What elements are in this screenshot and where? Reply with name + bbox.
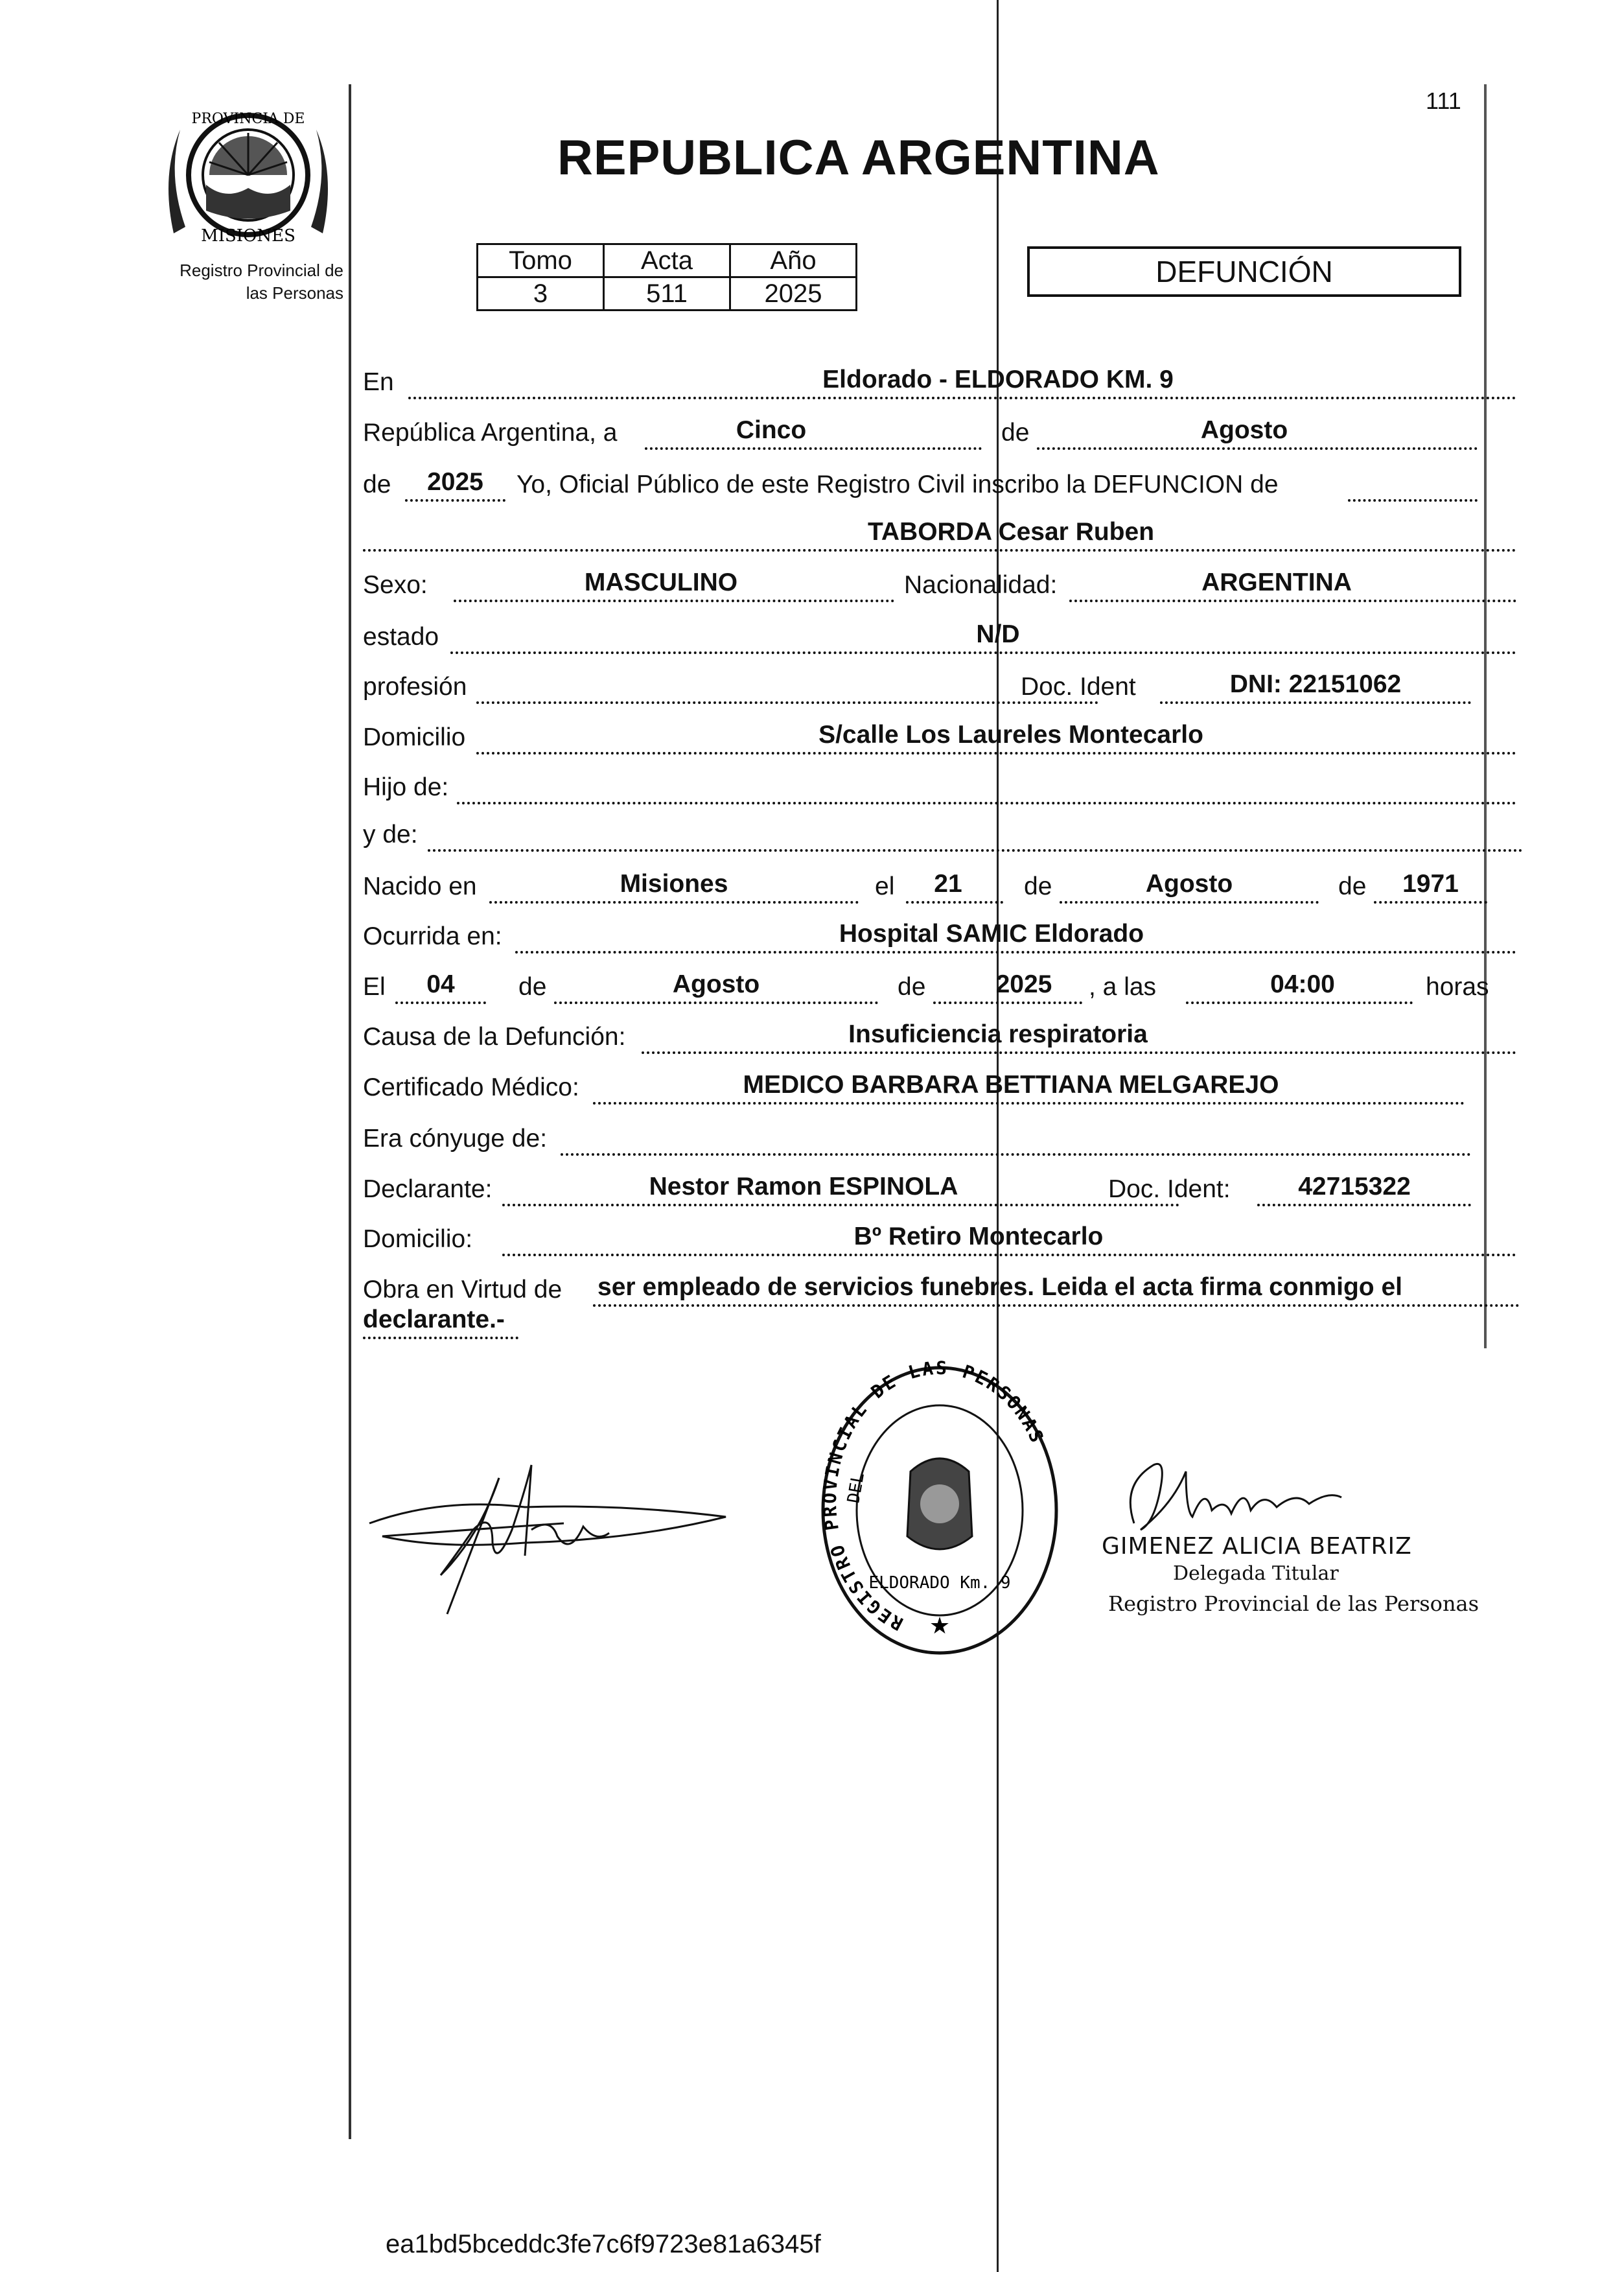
left-margin-rule bbox=[349, 84, 351, 2139]
estado-label: estado bbox=[363, 623, 439, 651]
obra-value-line2: declarante.- bbox=[363, 1306, 505, 1333]
row-fecha-defuncion bbox=[363, 968, 1523, 1007]
nacido-value: Misiones bbox=[620, 870, 728, 898]
obra-label: Obra en Virtud de bbox=[363, 1276, 563, 1304]
document-hash: ea1bd5bceddc3fe7c6f9723e81a6345f bbox=[386, 2230, 821, 2258]
record-type-box: DEFUNCIÓN bbox=[1027, 246, 1461, 297]
registry-stamp bbox=[813, 1355, 1066, 1666]
oficial-text: Yo, Oficial Público de este Registro Civil inscribo la DEFUNCION de bbox=[516, 471, 1279, 498]
en-value: Eldorado - ELDORADO KM. 9 bbox=[822, 366, 1174, 393]
de-label: de bbox=[1001, 419, 1030, 447]
hijo-dotted-line bbox=[457, 769, 1516, 804]
svg-text:REGISTRO PROVINCIAL DE LAS PER: REGISTRO PROVINCIAL DE LAS PERSONAS bbox=[818, 1357, 1049, 1635]
row-estado bbox=[363, 618, 1523, 657]
de2-label: de bbox=[363, 471, 391, 498]
right-margin-rule bbox=[1484, 84, 1487, 1348]
acta-value-anio: 2025 bbox=[730, 277, 857, 310]
declarante-value: Nestor Ramon ESPINOLA bbox=[649, 1173, 958, 1200]
causa-value: Insuficiencia respiratoria bbox=[848, 1020, 1148, 1048]
oficial-dotted-line bbox=[1348, 467, 1478, 502]
nacionalidad-label: Nacionalidad: bbox=[904, 571, 1058, 599]
row-oficial bbox=[363, 465, 1523, 504]
sexo-label: Sexo: bbox=[363, 571, 428, 599]
nac-mes-value: Agosto bbox=[1145, 870, 1233, 898]
acta-header-tomo: Tomo bbox=[478, 244, 604, 277]
nacionalidad-value: ARGENTINA bbox=[1201, 568, 1352, 596]
page-number: 111 bbox=[1426, 88, 1461, 114]
el2-label: El bbox=[363, 973, 386, 1001]
row-nacido bbox=[363, 867, 1523, 906]
sexo-value: MASCULINO bbox=[584, 568, 738, 596]
nac-de1-label: de bbox=[1024, 872, 1052, 900]
hijo-label: Hijo de: bbox=[363, 773, 449, 801]
profesion-dotted-line bbox=[476, 669, 1098, 704]
acta-value-acta: 511 bbox=[604, 277, 730, 310]
en-label: En bbox=[363, 368, 394, 396]
row-domicilio bbox=[363, 718, 1523, 757]
row-profesion bbox=[363, 668, 1523, 707]
ocurrida-label: Ocurrida en: bbox=[363, 922, 502, 950]
decl-doc-label: Doc. Ident: bbox=[1108, 1175, 1231, 1203]
acta-table bbox=[476, 243, 857, 311]
svg-text:★: ★ bbox=[929, 1612, 951, 1639]
delegate-title: Delegada Titular bbox=[1173, 1562, 1339, 1585]
dia-value: Cinco bbox=[736, 416, 807, 444]
nac-de2-label: de bbox=[1338, 872, 1367, 900]
nacido-label: Nacido en bbox=[363, 872, 477, 900]
profesion-label: profesión bbox=[363, 673, 467, 701]
def-de2-label: de bbox=[898, 973, 926, 1001]
def-de1-label: de bbox=[518, 973, 547, 1001]
row-conyuge bbox=[363, 1119, 1523, 1158]
row-certificado bbox=[363, 1068, 1523, 1107]
provincia-misiones-seal bbox=[154, 104, 342, 246]
declarante-label: Declarante: bbox=[363, 1175, 493, 1203]
domicilio-label: Domicilio bbox=[363, 723, 466, 751]
decl-dom-value: Bº Retiro Montecarlo bbox=[853, 1223, 1104, 1250]
causa-label: Causa de la Defunción: bbox=[363, 1023, 626, 1051]
ocurrida-value: Hospital SAMIC Eldorado bbox=[839, 920, 1144, 948]
doc-label: Doc. Ident bbox=[1021, 673, 1136, 701]
row-obra-2 bbox=[363, 1303, 1523, 1342]
nac-anio-value: 1971 bbox=[1402, 870, 1459, 898]
decl-dom-label: Domicilio: bbox=[363, 1225, 473, 1253]
row-yde bbox=[363, 815, 1523, 854]
def-mes-value: Agosto bbox=[672, 970, 760, 998]
row-nombre bbox=[363, 515, 1523, 554]
certificado-value: MEDICO BARBARA BETTIANA MELGAREJO bbox=[743, 1071, 1279, 1099]
domicilio-value: S/calle Los Laureles Montecarlo bbox=[818, 721, 1203, 749]
svg-text:DEL: DEL bbox=[844, 1471, 869, 1505]
declarant-signature bbox=[363, 1452, 752, 1621]
yde-dotted-line bbox=[428, 817, 1523, 852]
doc-value: DNI: 22151062 bbox=[1229, 670, 1402, 698]
acta-value-tomo: 3 bbox=[478, 277, 604, 310]
delegate-signature bbox=[1095, 1446, 1367, 1543]
certificado-label: Certificado Médico: bbox=[363, 1073, 579, 1101]
nac-dia-value: 21 bbox=[934, 870, 962, 898]
conyuge-dotted-line bbox=[561, 1121, 1471, 1156]
yde-label: y de: bbox=[363, 821, 418, 849]
alas-label: , a las bbox=[1089, 973, 1157, 1001]
row-fecha bbox=[363, 414, 1523, 452]
svg-text:PROVINCIA DE: PROVINCIA DE bbox=[191, 111, 305, 127]
conyuge-label: Era cónyuge de: bbox=[363, 1125, 548, 1153]
acta-header-anio: Año bbox=[730, 244, 857, 277]
registry-caption: Registro Provincial de las Personas bbox=[180, 261, 343, 303]
def-anio-value: 2025 bbox=[995, 970, 1052, 998]
row-en bbox=[363, 363, 1523, 402]
row-hijo bbox=[363, 768, 1523, 807]
delegate-name: GIMENEZ ALICIA BEATRIZ bbox=[1102, 1533, 1412, 1560]
horas-label: horas bbox=[1426, 973, 1489, 1001]
svg-text:MISIONES: MISIONES bbox=[201, 226, 296, 246]
republica-label: República Argentina, a bbox=[363, 419, 618, 447]
estado-value: N/D bbox=[976, 620, 1020, 648]
row-declarante bbox=[363, 1170, 1523, 1209]
page-title: REPUBLICA ARGENTINA bbox=[557, 130, 1160, 185]
el-label: el bbox=[875, 872, 895, 900]
row-ocurrida bbox=[363, 917, 1523, 956]
row-causa bbox=[363, 1018, 1523, 1057]
def-hora-value: 04:00 bbox=[1270, 970, 1335, 998]
acta-header-acta: Acta bbox=[604, 244, 730, 277]
nombre-value: TABORDA Cesar Ruben bbox=[867, 518, 1155, 546]
def-dia-value: 04 bbox=[426, 970, 455, 998]
row-decl-domicilio bbox=[363, 1220, 1523, 1259]
anio-value: 2025 bbox=[427, 468, 483, 496]
svg-text:ELDORADO Km. 9: ELDORADO Km. 9 bbox=[868, 1573, 1011, 1593]
decl-doc-value: 42715322 bbox=[1298, 1173, 1411, 1200]
delegate-organization: Registro Provincial de las Personas bbox=[1108, 1591, 1479, 1616]
obra-value-line1: ser empleado de servicios funebres. Leida el acta firma conmigo el bbox=[597, 1273, 1402, 1301]
row-sexo bbox=[363, 566, 1523, 605]
mes-value: Agosto bbox=[1200, 416, 1288, 444]
